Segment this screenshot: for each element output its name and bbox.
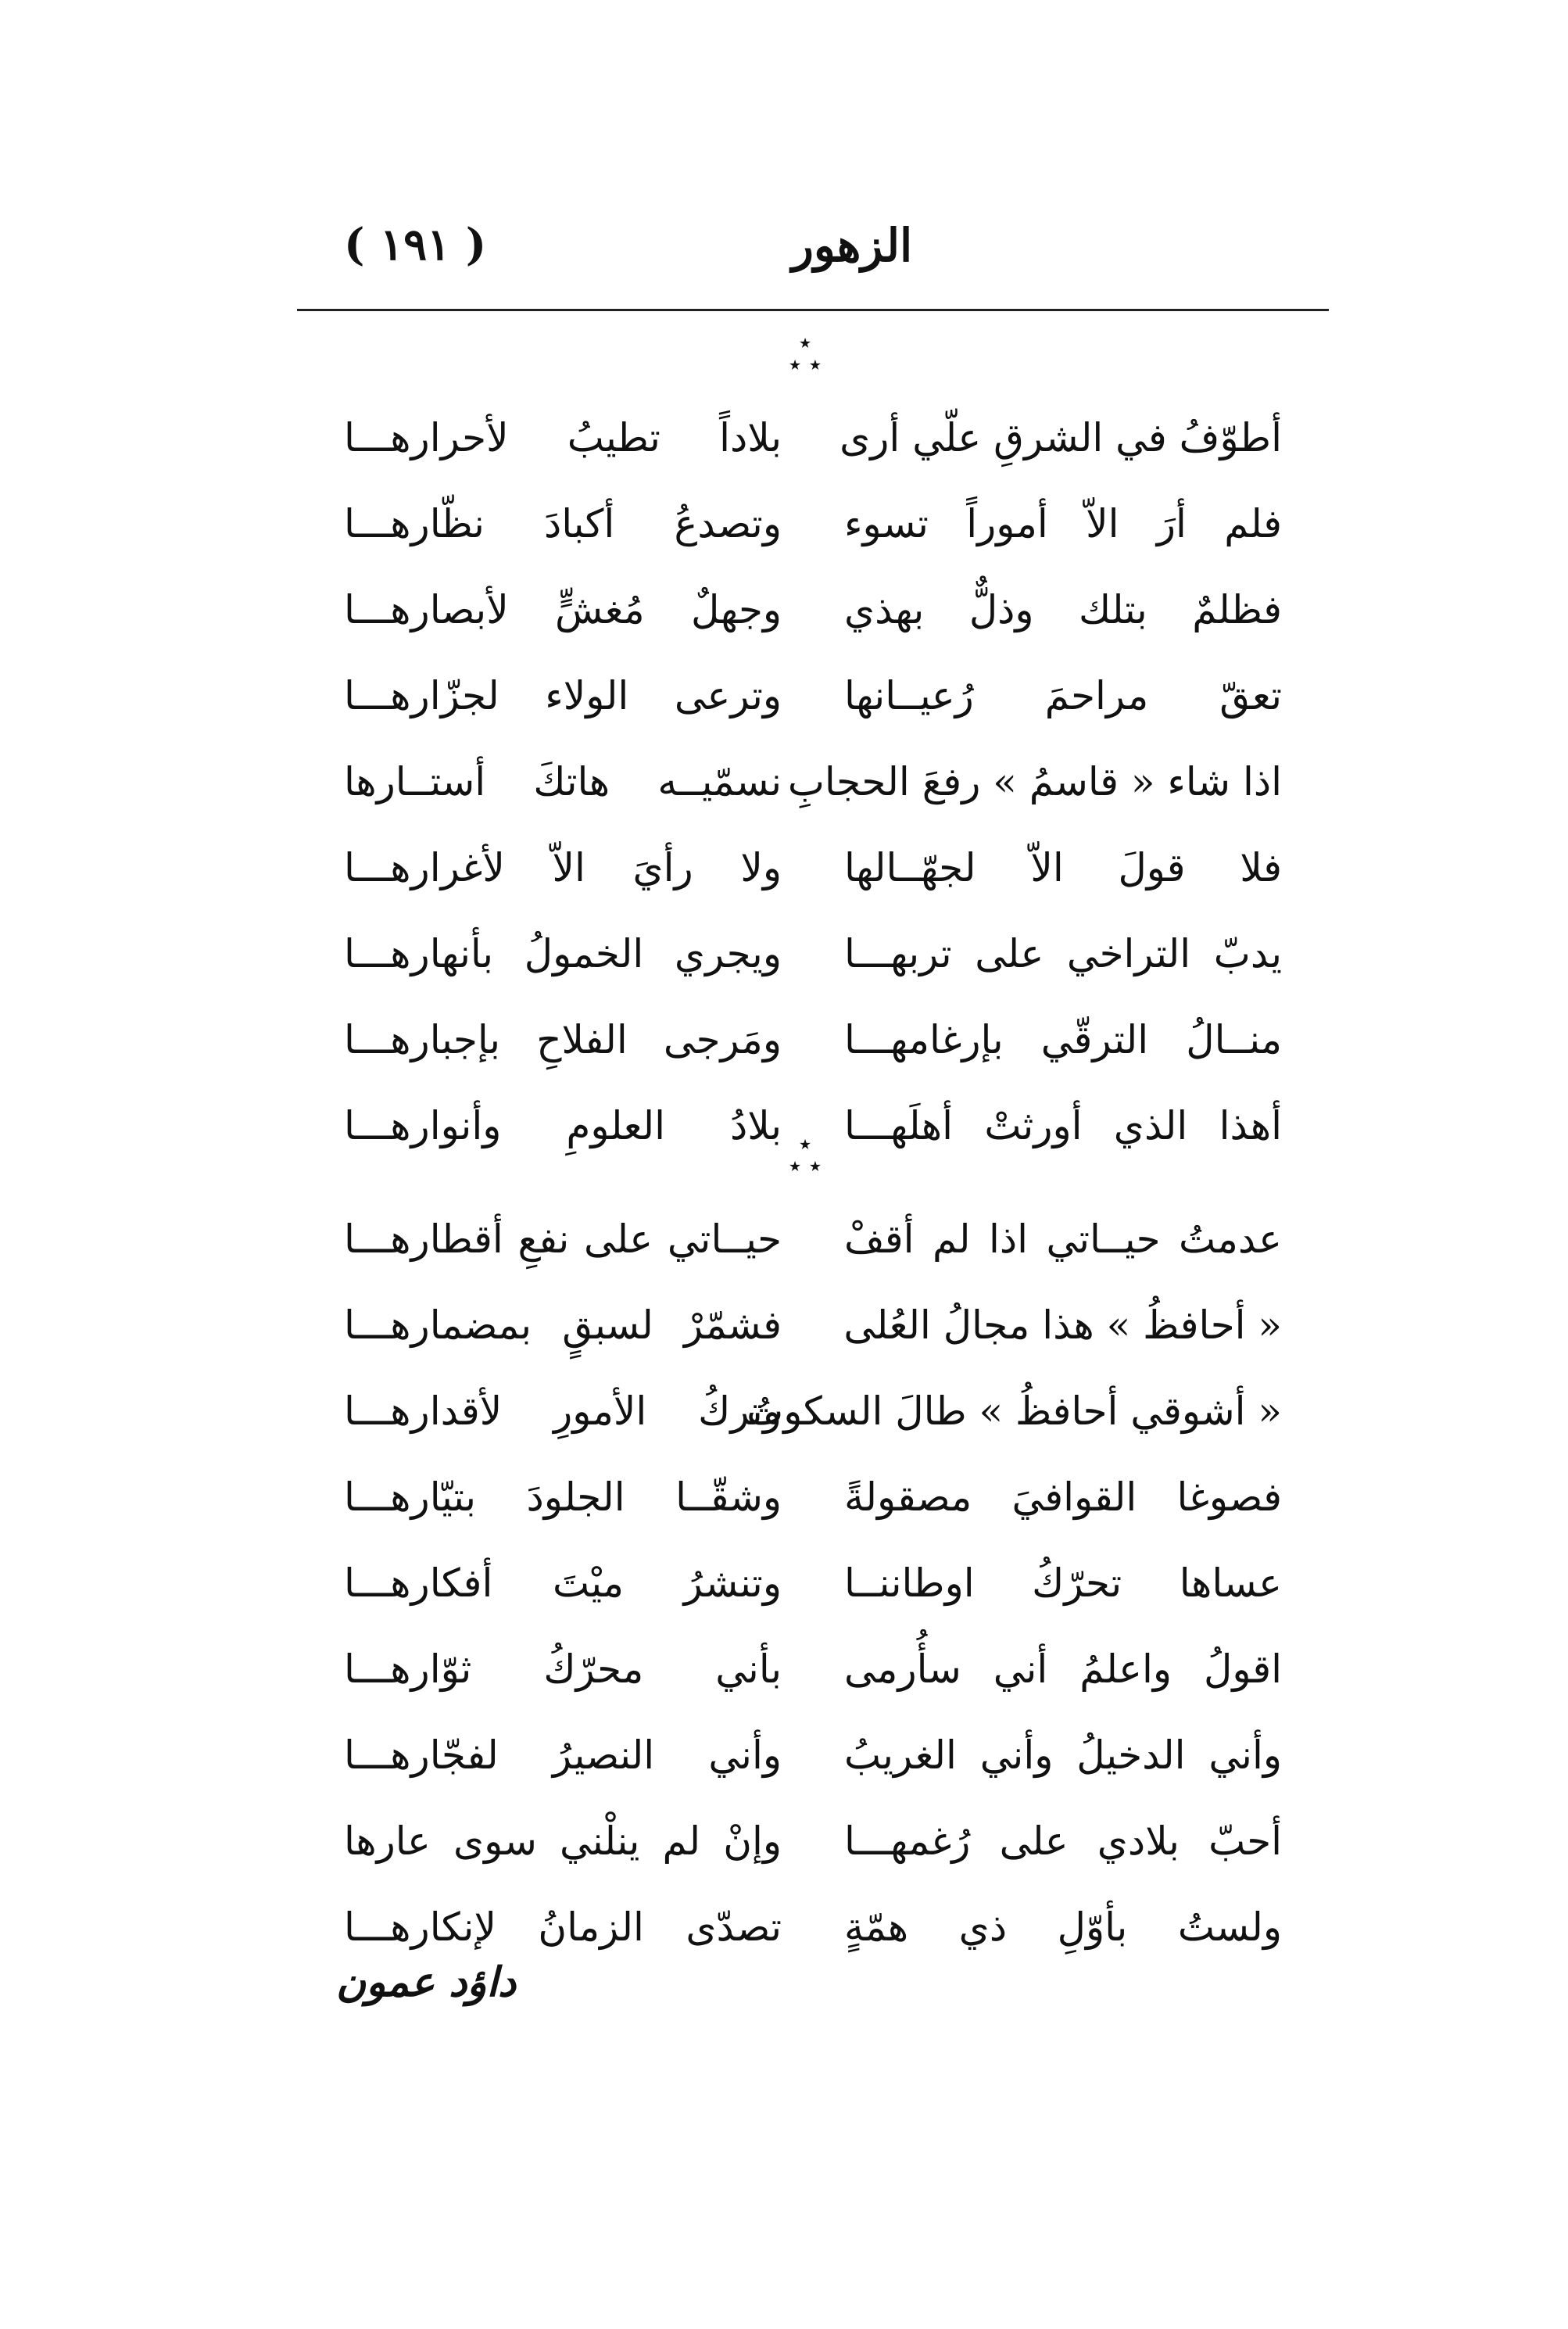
verse-first-hemistich: يدبّ التراخي على تربهـــا <box>844 931 1282 976</box>
verse-first-hemistich: عدمتُ حيــاتي اذا لم أقفْ <box>844 1216 1282 1262</box>
separator-star: ٭ <box>808 351 822 378</box>
verse-first-hemistich: أهذا الذي أورثتْ أهلَهـــا <box>844 1103 1282 1148</box>
verse-second-hemistich: وشقّــا الجلودَ بتيّارهـــا <box>344 1474 782 1520</box>
verse-first-hemistich: عساها تحرّكُ اوطاننــا <box>844 1560 1282 1606</box>
verse-second-hemistich: وجهلٌ مُغشٍّ لأبصارهـــا <box>344 587 782 632</box>
page-number: ( ١٩١ ) <box>344 219 487 271</box>
separator-star: ٭ <box>788 1152 802 1180</box>
verse <box>344 997 1282 1083</box>
verse-second-hemistich: وتصدعُ أكبادَ نظّارهـــا <box>344 501 782 546</box>
verse-second-hemistich: بلادُ العلومِ وأنوارهـــا <box>344 1103 782 1148</box>
verse <box>344 1540 1282 1626</box>
verse <box>344 1884 1282 1970</box>
verse-second-hemistich: ولا رأيَ الاّ لأغرارهـــا <box>344 845 782 890</box>
verse-second-hemistich: وتنشرُ ميْتَ أفكارهـــا <box>344 1560 782 1606</box>
verse-first-hemistich: فظلمٌ بتلك وذلٌّ بهذي <box>844 587 1282 632</box>
verse-first-hemistich: اذا شاء « قاسمُ » رفعَ الحجابِ <box>787 759 1282 804</box>
verse <box>344 1454 1282 1540</box>
verse-first-hemistich: « أحافظُ » هذا مجالُ العُلى <box>843 1302 1282 1348</box>
verse-first-hemistich: فلا قولَ الاّ لجهّــالها <box>844 845 1282 890</box>
verse-first-hemistich: « أشوقي أحافظُ » طالَ السكوتُ <box>746 1388 1282 1434</box>
verse <box>344 825 1282 911</box>
verse-first-hemistich: اقولُ واعلمُ أني سأُرمى <box>844 1646 1282 1692</box>
verse-first-hemistich: فصوغا القوافيَ مصقولةً <box>844 1474 1282 1520</box>
verse-first-hemistich: أطوّفُ في الشرقِ علّي أرى <box>839 415 1282 460</box>
verse-second-hemistich: وأني النصيرُ لفجّارهـــا <box>344 1732 782 1778</box>
section-separator-1 <box>750 329 860 379</box>
verse <box>344 1368 1282 1454</box>
verse-second-hemistich: ومَرجى الفلاحِ بإجبارهـــا <box>344 1017 782 1062</box>
verse-second-hemistich: بأني محرّكُ ثوّارهـــا <box>344 1646 782 1692</box>
verse <box>344 567 1282 653</box>
verse-second-hemistich: ويجري الخمولُ بأنهارهـــا <box>344 931 782 976</box>
separator-star: ٭ <box>788 351 802 378</box>
verse <box>344 1798 1282 1884</box>
verse-second-hemistich: وترعى الولاء لجزّارهـــا <box>344 673 782 718</box>
separator-star: ٭ <box>798 329 812 357</box>
verse-second-hemistich: وإنْ لم ينلْني سوى عارها <box>344 1818 782 1864</box>
separator-star: ٭ <box>798 1130 812 1158</box>
stanza-1 <box>344 395 1282 1169</box>
section-separator-2 <box>750 1130 860 1181</box>
verse-second-hemistich: نسمّيــه هاتكَ أستــارها <box>344 759 782 804</box>
verse-second-hemistich: فشمّرْ لسبقٍ بمضمارهـــا <box>344 1302 782 1348</box>
verse-first-hemistich: وأني الدخيلُ وأني الغريبُ <box>844 1732 1282 1778</box>
verse <box>344 395 1282 481</box>
verse-first-hemistich: ولستُ بأوّلِ ذي همّةٍ <box>844 1904 1282 1950</box>
verse <box>344 481 1282 567</box>
verse-first-hemistich: منــالُ الترقّي بإرغامهـــا <box>844 1017 1282 1062</box>
verse-first-hemistich: تعقّ مراحمَ رُعيــانها <box>844 673 1282 718</box>
verse <box>344 1626 1282 1712</box>
stanza-2 <box>344 1196 1282 1970</box>
separator-star: ٭ <box>808 1152 822 1180</box>
verse <box>344 911 1282 997</box>
verse <box>344 739 1282 825</box>
verse-first-hemistich: فلم أرَ الاّ أموراً تسوء <box>844 501 1282 546</box>
journal-title: الزهور <box>791 219 913 272</box>
verse-second-hemistich: حيــاتي على نفعِ أقطارهـــا <box>344 1216 782 1262</box>
verse-first-hemistich: أحبّ بلادي على رُغمهـــا <box>844 1818 1282 1864</box>
verse-second-hemistich: وتركُ الأمورِ لأقدارهـــا <box>344 1388 782 1434</box>
page-header <box>297 219 1337 297</box>
header-rule <box>297 309 1329 311</box>
verse-second-hemistich: بلاداً تطيبُ لأحرارهـــا <box>344 415 782 460</box>
author-signature: داؤد عمون <box>336 1958 517 2006</box>
verse-second-hemistich: تصدّى الزمانُ لإنكارهـــا <box>344 1904 782 1950</box>
verse <box>344 653 1282 739</box>
verse <box>344 1196 1282 1282</box>
verse <box>344 1282 1282 1368</box>
verse <box>344 1712 1282 1798</box>
